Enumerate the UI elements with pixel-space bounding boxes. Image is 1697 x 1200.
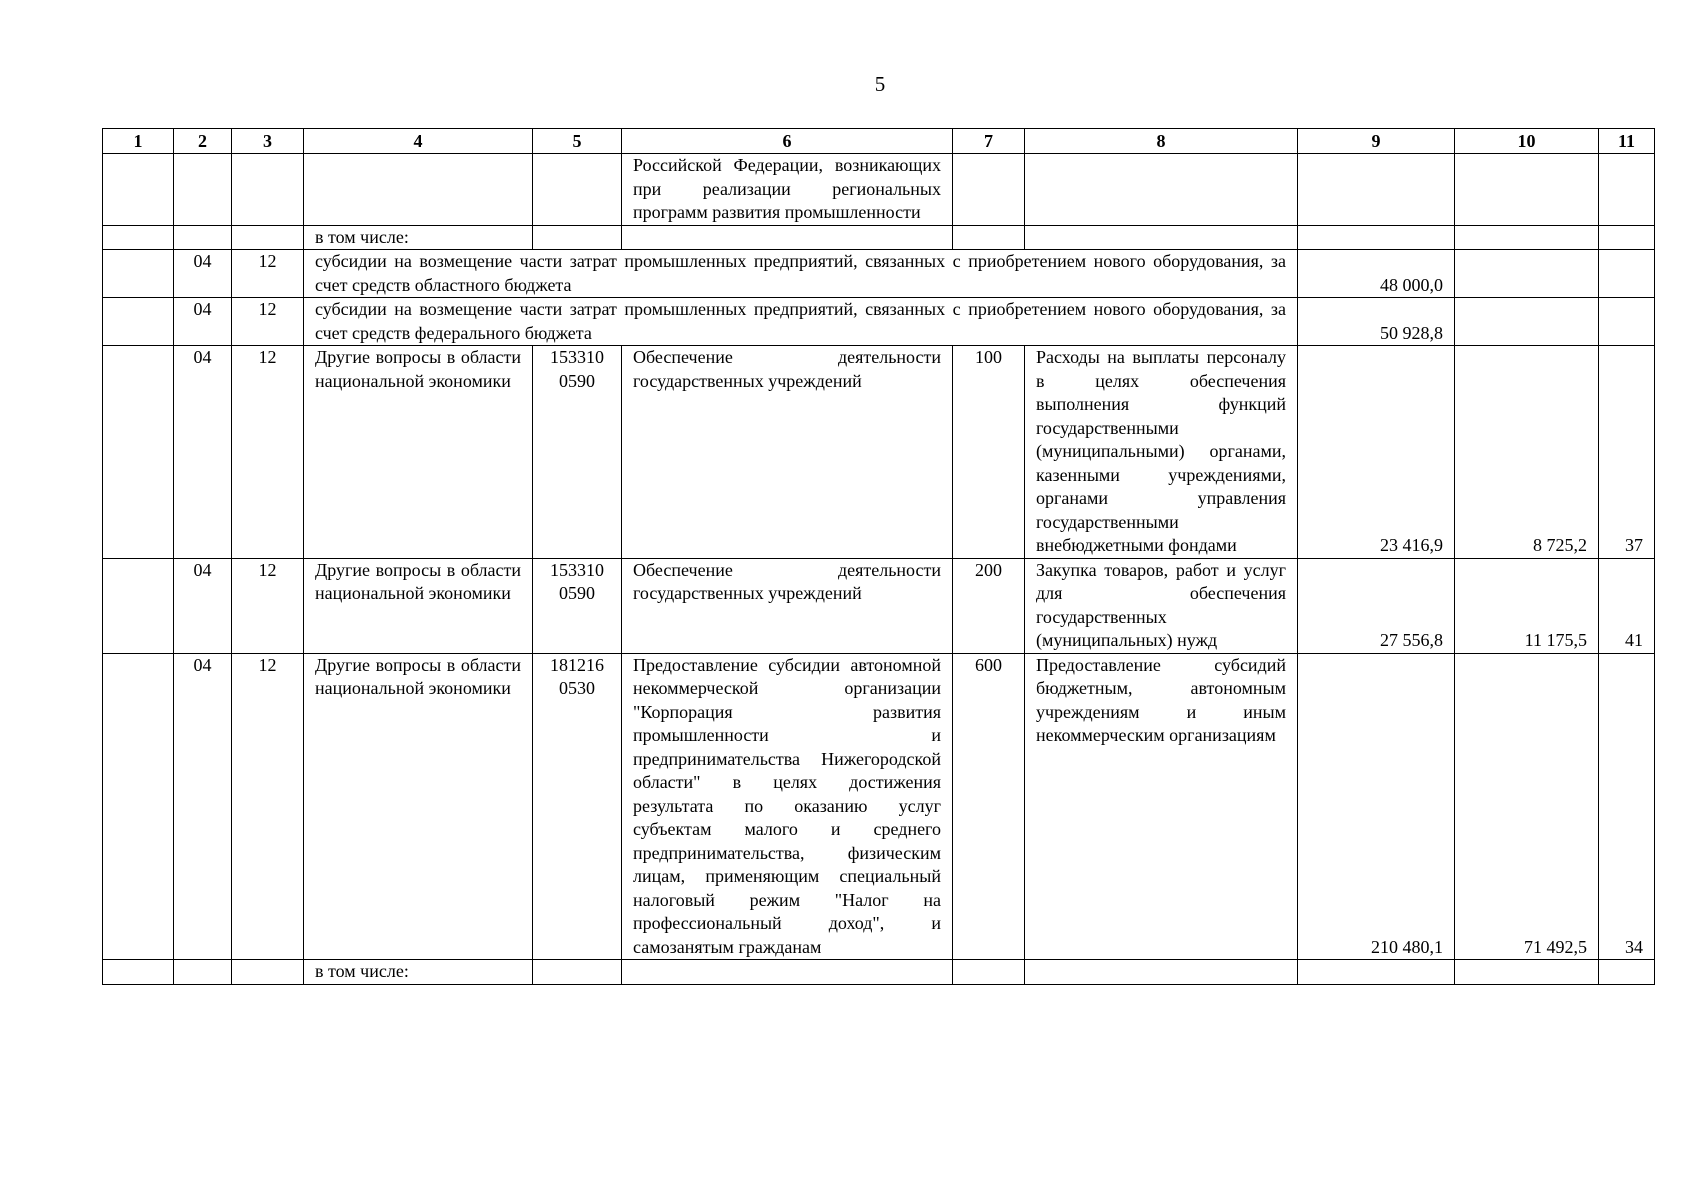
header-col-7: 7	[953, 129, 1025, 154]
cell-amount: 48 000,0	[1298, 250, 1455, 298]
table-row	[103, 653, 1655, 960]
header-col-6: 6	[622, 129, 953, 154]
cell-percent: 37	[1599, 346, 1655, 559]
cell-subsection: 12	[232, 250, 304, 298]
cell-target-code: 181216 0530	[533, 653, 622, 960]
cell-amount: 50 928,8	[1298, 298, 1455, 346]
page-number: 5	[874, 72, 886, 96]
cell-percent: 34	[1599, 653, 1655, 960]
table-row-including	[103, 225, 1655, 250]
cell-section: 04	[174, 298, 232, 346]
cell-amount-executed: 8 725,2	[1455, 346, 1599, 559]
cell-subsection: 12	[232, 346, 304, 559]
cell-percent: 41	[1599, 558, 1655, 653]
cell-item-name: Другие вопросы в области национальной экономики	[304, 653, 533, 960]
cell-amount: 27 556,8	[1298, 558, 1455, 653]
cell-expense-type: 100	[953, 346, 1025, 559]
including-label: в том числе:	[304, 960, 533, 985]
cell-amount-executed: 71 492,5	[1455, 653, 1599, 960]
table-row-subsidy	[103, 250, 1655, 298]
header-col-9: 9	[1298, 129, 1455, 154]
cell-expense-description: Предоставление субсидий бюджетным, автономным учреждениям и иным некоммерческим организациям	[1025, 653, 1298, 960]
cell-section: 04	[174, 653, 232, 960]
header-col-4: 4	[304, 129, 533, 154]
cell-expense-description: Закупка товаров, работ и услуг для обеспечения государственных (муниципальных) нужд	[1025, 558, 1298, 653]
cell-subsidy-text: субсидии на возмещение части затрат промышленных предприятий, связанных с приобретением нового оборудования, за счет средств областного бюджета	[304, 250, 1298, 298]
header-col-10: 10	[1455, 129, 1599, 154]
cell-section: 04	[174, 250, 232, 298]
header-col-3: 3	[232, 129, 304, 154]
table-row	[103, 558, 1655, 653]
cell-target-code: 153310 0590	[533, 346, 622, 559]
table-row	[103, 346, 1655, 559]
cell-section: 04	[174, 558, 232, 653]
cell-purpose: Обеспечение деятельности государственных учреждений	[622, 346, 953, 559]
cell-target-code: 153310 0590	[533, 558, 622, 653]
header-col-5: 5	[533, 129, 622, 154]
cell-purpose: Российской Федерации, возникающих при реализации региональных программ развития промышленности	[622, 154, 953, 226]
table-row-including	[103, 960, 1655, 985]
cell-amount: 23 416,9	[1298, 346, 1455, 559]
cell-subsidy-text: субсидии на возмещение части затрат промышленных предприятий, связанных с приобретением нового оборудования, за счет средств федерального бюджета	[304, 298, 1298, 346]
cell-purpose: Предоставление субсидии автономной некоммерческой организации "Корпорация развития промышленности и предпринимательства Нижегородской области" в целях достижения результата по оказанию услуг субъектам малого и среднего предпринимательства, физическим лицам, применяющим специальный налоговый режим "Налог на профессиональный доход", и самозанятым гражданам	[622, 653, 953, 960]
cell-expense-description: Расходы на выплаты персоналу в целях обеспечения выполнения функций государственными (муниципальными) органами, казенными учреждениями, органами управления государственными внебюджетными фондами	[1025, 346, 1298, 559]
table-row-subsidy	[103, 298, 1655, 346]
cell-purpose: Обеспечение деятельности государственных учреждений	[622, 558, 953, 653]
cell-item-name: Другие вопросы в области национальной экономики	[304, 346, 533, 559]
header-col-1: 1	[103, 129, 174, 154]
cell-subsection: 12	[232, 298, 304, 346]
table-row-continuation	[103, 154, 1655, 226]
cell-subsection: 12	[232, 653, 304, 960]
cell-subsection: 12	[232, 558, 304, 653]
cell-amount-executed: 11 175,5	[1455, 558, 1599, 653]
header-row	[103, 129, 1655, 154]
cell-expense-type: 600	[953, 653, 1025, 960]
cell-section: 04	[174, 346, 232, 559]
header-col-11: 11	[1599, 129, 1655, 154]
cell-item-name: Другие вопросы в области национальной экономики	[304, 558, 533, 653]
budget-table	[102, 128, 1655, 985]
cell-amount: 210 480,1	[1298, 653, 1455, 960]
cell-expense-type: 200	[953, 558, 1025, 653]
header-col-8: 8	[1025, 129, 1298, 154]
header-col-2: 2	[174, 129, 232, 154]
including-label: в том числе:	[304, 225, 533, 250]
